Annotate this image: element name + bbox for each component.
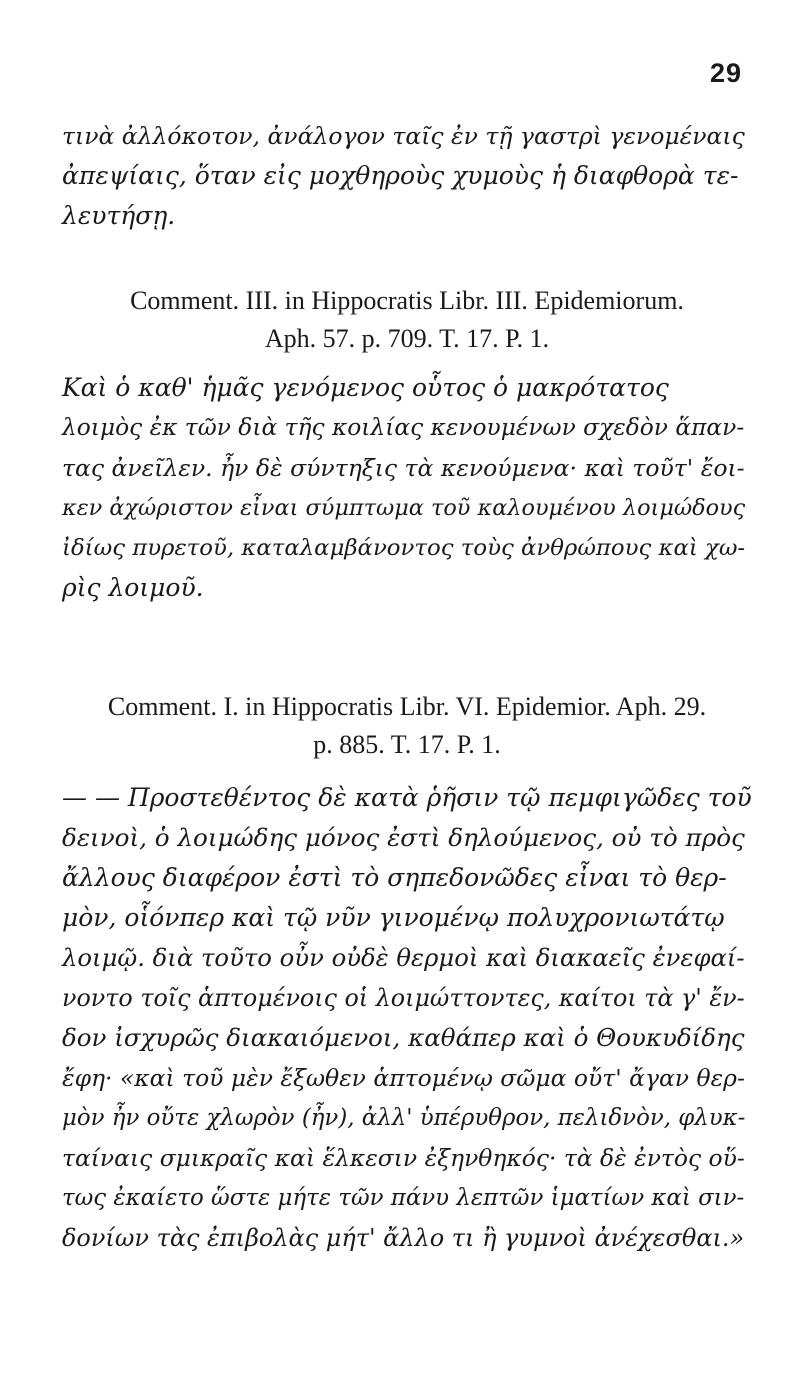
text-line: λοιμὸς ἐκ τῶν διὰ τῆς κοιλίας κενουμένων σχεδὸν ἅπαν- [62,414,745,441]
section1-heading [62,282,752,358]
text-line: τως ἐκαίετο ὥστε μήτε τῶν πάνυ λεπτῶν ἱματίων καὶ σιν- [62,1185,745,1211]
text-line: μὸν, οἷόνπερ καὶ τῷ νῦν γινομένῳ πολυχρονιωτάτῳ [62,903,725,932]
section2-body [62,778,752,1258]
text-line: Καὶ ὁ καθ' ἡμᾶς γενόμενος οὗτος ὁ μακρότατος [62,373,669,402]
text-line: τας ἀνεῖλεν. ἦν δὲ σύντηξις τὰ κενούμενα· καὶ τοῦτ' ἔοι- [62,454,745,482]
page-number: 29 [709,58,742,88]
section2-heading [62,688,752,764]
text-line: μὸν ἦν οὔτε χλωρὸν (ἦν), ἀλλ' ὑπέρυθρον, πελιδνὸν, φλυκ- [62,1105,746,1131]
text-line: δεινοὶ, ὁ λοιμώδης μόνος ἐστὶ δηλούμενος, οὐ τὸ πρὸς [62,823,745,852]
text-line: ταίναις σμικραῖς καὶ ἕλκεσιν ἐξηνθηκός· τὰ δὲ ἐντὸς οὕ- [62,1144,745,1172]
heading-line: Comment. I. in Hippocratis Libr. VI. Epidemior. Aph. 29. [107,692,707,721]
text-line: ἔφη· «καὶ τοῦ μὲν ἔξωθεν ἁπτομένῳ σῶμα οὔτ' ἄγαν θερ- [62,1064,745,1092]
text-line: δον ἰσχυρῶς διακαιόμενοι, καθάπερ καὶ ὁ Θουκυδίδης [62,1023,745,1052]
heading-line: Comment. III. in Hippocratis Libr. III. Epidemiorum. [130,286,684,315]
heading-line: p. 885. T. 17. P. 1. [313,730,501,759]
text-line: δονίων τὰς ἐπιβολὰς μήτ' ἄλλο τι ἢ γυμνοὶ ἀνέχεσθαι.» [62,1224,745,1252]
text-line: νοντο τοῖς ἁπτομένοις οἱ λοιμώττοντες, καίτοι τὰ γ' ἔν- [62,984,745,1012]
text-line: — — Προστεθέντος δὲ κατὰ ῥῆσιν τῷ πεμφιγῶδες τοῦ [62,783,752,812]
text-line: κεν ἀχώριστον εἶναι σύμπτωμα τοῦ καλουμένου λοιμώδους [62,495,746,521]
text-line: λοιμῷ. διὰ τοῦτο οὖν οὐδὲ θερμοὶ καὶ διακαεῖς ἐνεφαί- [62,943,745,972]
heading-line: Aph. 57. p. 709. T. 17. P. 1. [264,324,550,353]
opening-paragraph [62,116,752,236]
text-line: ἄλλους διαφέρον ἐστὶ τὸ σηπεδονῶδες εἶναι τὸ θερ- [62,863,727,892]
text-line: ἰδίως πυρετοῦ, καταλαμβάνοντος τοὺς ἀνθρώπους καὶ χω- [62,535,746,561]
text-line: τινὰ ἀλλόκοτον, ἀνάλογον ταῖς ἐν τῇ γαστρὶ γενομέναις [62,122,745,150]
section1-body [62,368,752,608]
text-line: ἀπεψίαις, ὅταν εἰς μοχθηροὺς χυμοὺς ἡ διαφθορὰ τε- [62,161,739,190]
text-line: ρὶς λοιμοῦ. [62,573,204,602]
text-line: λευτήσῃ. [62,201,176,230]
